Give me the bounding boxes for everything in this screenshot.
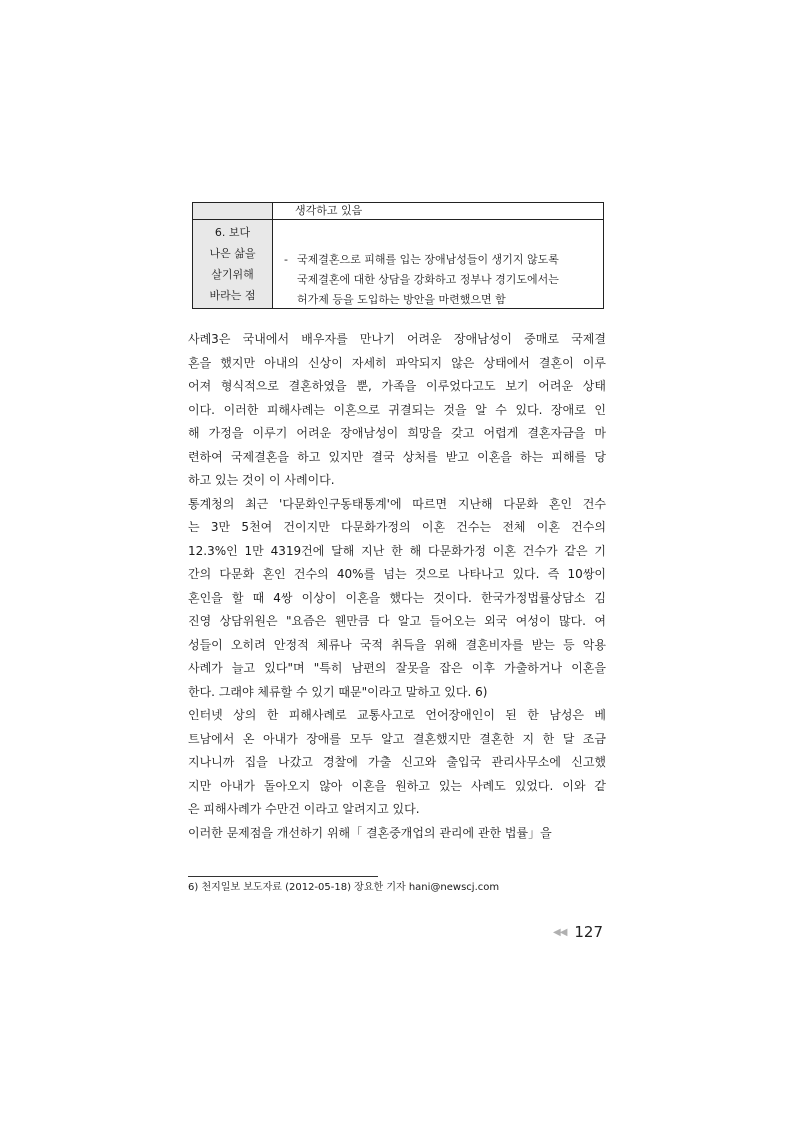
table-cell-empty (193, 203, 273, 219)
item-line: 허가제 등을 도입하는 방안을 마련했으면 함 (297, 293, 506, 306)
body-line: 사례3은 국내에서 배우자를 만나기 어려운 장애남성이 중매로 국제결 (188, 332, 606, 346)
item-dash: - (284, 253, 288, 266)
body-line: 지나니까 집을 나갔고 경찰에 가출 신고와 출입국 관리사무소에 신고했 (188, 755, 606, 769)
body-line: 한다. 그래야 체류할 수 있기 때문"이라고 말하고 있다. 6) (188, 684, 488, 699)
item-line: 국제결혼으로 피해를 입는 장애남성들이 생기지 않도록 (297, 253, 559, 266)
body-line: 통계청의 최근 '다문화인구동태통계'에 따르면 지난해 다문화 혼인 건수 (188, 496, 606, 511)
body-line: 트남에서 온 아내가 장애를 모두 알고 결혼했지만 결혼한 지 한 달 조금 (188, 731, 606, 746)
body-text (188, 328, 606, 845)
table-row-main (193, 220, 603, 308)
item-line: 국제결혼에 대한 상담을 강화하고 정부나 경기도에서는 (297, 273, 559, 286)
body-line: 혼을 했지만 아내의 신상이 자세히 파악되지 않은 상태에서 결혼이 이루 (188, 355, 606, 370)
body-line: 간의 다문화 혼인 건수의 40%를 넘는 것으로 나타나고 있다. 즉 10쌍이 (188, 567, 606, 581)
body-line: 해 가정을 이루기 어려운 장애남성이 희망을 갖고 어렵게 결혼자금을 마 (188, 426, 606, 440)
body-line: 하고 있는 것이 이 사례이다. (188, 473, 335, 487)
section-label-line: 바라는 점 (209, 289, 256, 302)
top-row-text: 생각하고 있음 (295, 204, 363, 217)
body-line: 어져 형식적으로 결혼하였을 뿐, 가족을 이루었다고도 보기 어려운 상태 (188, 379, 606, 393)
footnote: 6) 천지일보 보도자료 (2012-05-18) 장요한 기자 hani@newscj.com (188, 882, 500, 893)
body-line: 지만 아내가 돌아오지 않아 이혼을 원하고 있는 사례도 있었다. 이와 같 (188, 778, 606, 793)
footnote-divider (188, 876, 378, 877)
body-line: 혼인을 할 때 4쌍 이상이 이혼을 했다는 것이다. 한국가정법률상담소 김 (188, 590, 606, 605)
table-cell-top (273, 203, 603, 219)
body-line: 12.3%인 1만 4319건에 달해 지난 한 해 다문화가정 이혼 건수가 같은 기 (188, 543, 606, 558)
item-text (297, 250, 597, 310)
body-line: 련하여 국제결혼을 하고 있지만 결국 상처를 받고 이혼을 하는 피해를 당 (188, 449, 606, 464)
body-line: 이다. 이러한 피해사례는 이혼으로 귀결되는 것을 알 수 있다. 장애로 인 (188, 402, 606, 417)
section-label-line: 살기위해 (211, 268, 254, 281)
table-row-top (193, 203, 603, 220)
body-line: 인터넷 상의 한 피해사례로 교통사고로 언어장애인이 된 한 남성은 베 (188, 708, 606, 722)
info-table (192, 202, 604, 309)
body-line: 진영 상담위원은 "요즘은 웬만큼 다 알고 들어오는 외국 여성이 많다. 여 (188, 614, 606, 628)
body-line: 이러한 문제점을 개선하기 위해「 결혼중개업의 관리에 관한 법률」을 (188, 825, 552, 840)
body-line: 사례가 늘고 있다"며 "특히 남편의 잘못을 잡은 이후 가출하거나 이혼을 (188, 661, 606, 675)
section-label-line: 나은 삶을 (209, 247, 256, 260)
body-line: 는 3만 5천여 건이지만 다문화가정의 이혼 건수는 전체 이혼 건수의 (188, 520, 606, 534)
page-number-text: 127 (574, 923, 604, 941)
body-line: 은 피해사례가 수만건 이라고 알려지고 있다. (188, 802, 420, 816)
section-content-cell (273, 220, 603, 308)
section-label-cell (193, 220, 273, 308)
page-number (553, 923, 603, 941)
section-label-line: 6. 보다 (214, 226, 251, 239)
page-arrows-icon: ◀◀ (553, 926, 567, 938)
body-line: 성들이 오히려 안정적 체류나 국적 취득을 위해 결혼비자를 받는 등 악용 (188, 637, 606, 652)
